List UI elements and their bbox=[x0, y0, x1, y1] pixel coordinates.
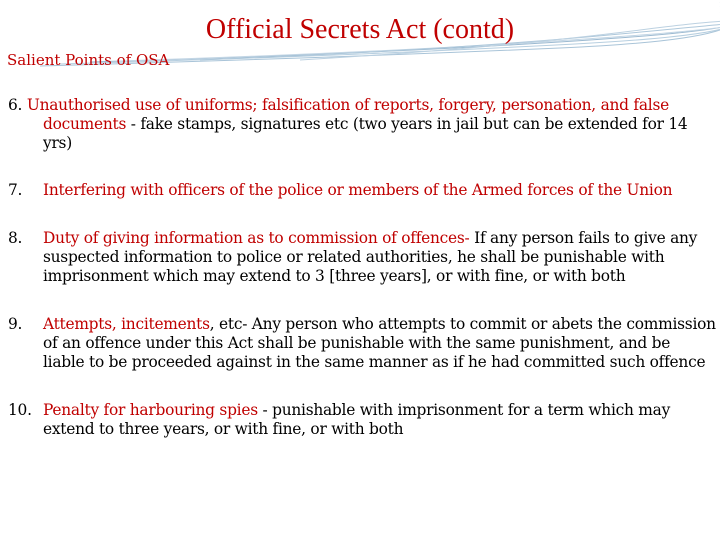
point-body: - punishable with imprisonment for a term which may extend to three years, or with fine, or with both bbox=[43, 401, 671, 438]
point-heading: Interfering with officers of the police or members of the Armed forces of the Union bbox=[43, 181, 673, 199]
list-item bbox=[8, 315, 716, 372]
list-item bbox=[8, 401, 716, 439]
point-heading: Unauthorised use of uniforms; falsification of reports, forgery, personation, and false documents bbox=[26, 96, 669, 133]
point-heading: Attempts, incitements bbox=[43, 315, 210, 333]
point-body: If any person fails to give any suspected information to police or related authorities, he shall be punishable with imprisonment which may extend to 3 [three years], or with fine, or with both bbox=[43, 229, 698, 285]
point-number: 10. bbox=[8, 401, 32, 419]
point-number: 9. bbox=[8, 315, 23, 333]
point-body: - fake stamps, signatures etc (two years in jail but can be extended for 14 yrs) bbox=[43, 115, 688, 152]
point-number: 6. bbox=[8, 96, 23, 114]
points-list bbox=[8, 96, 716, 439]
point-number: 8. bbox=[8, 229, 23, 247]
point-number: 7. bbox=[8, 181, 23, 199]
list-item bbox=[8, 181, 716, 200]
list-item bbox=[8, 96, 716, 153]
list-item bbox=[8, 229, 716, 286]
page-subtitle: Salient Points of OSA bbox=[7, 51, 170, 69]
point-heading: Penalty for harbouring spies bbox=[43, 401, 258, 419]
page-title: Official Secrets Act (contd) bbox=[205, 14, 515, 45]
point-body: , etc- Any person who attempts to commit or abets the commission of an offence under this Act shall be punishable with the same punishment, and be liable to be proceeded against in the same manner as if he had committed such offence bbox=[43, 315, 716, 371]
point-heading: Duty of giving information as to commission of offences- bbox=[43, 229, 470, 247]
